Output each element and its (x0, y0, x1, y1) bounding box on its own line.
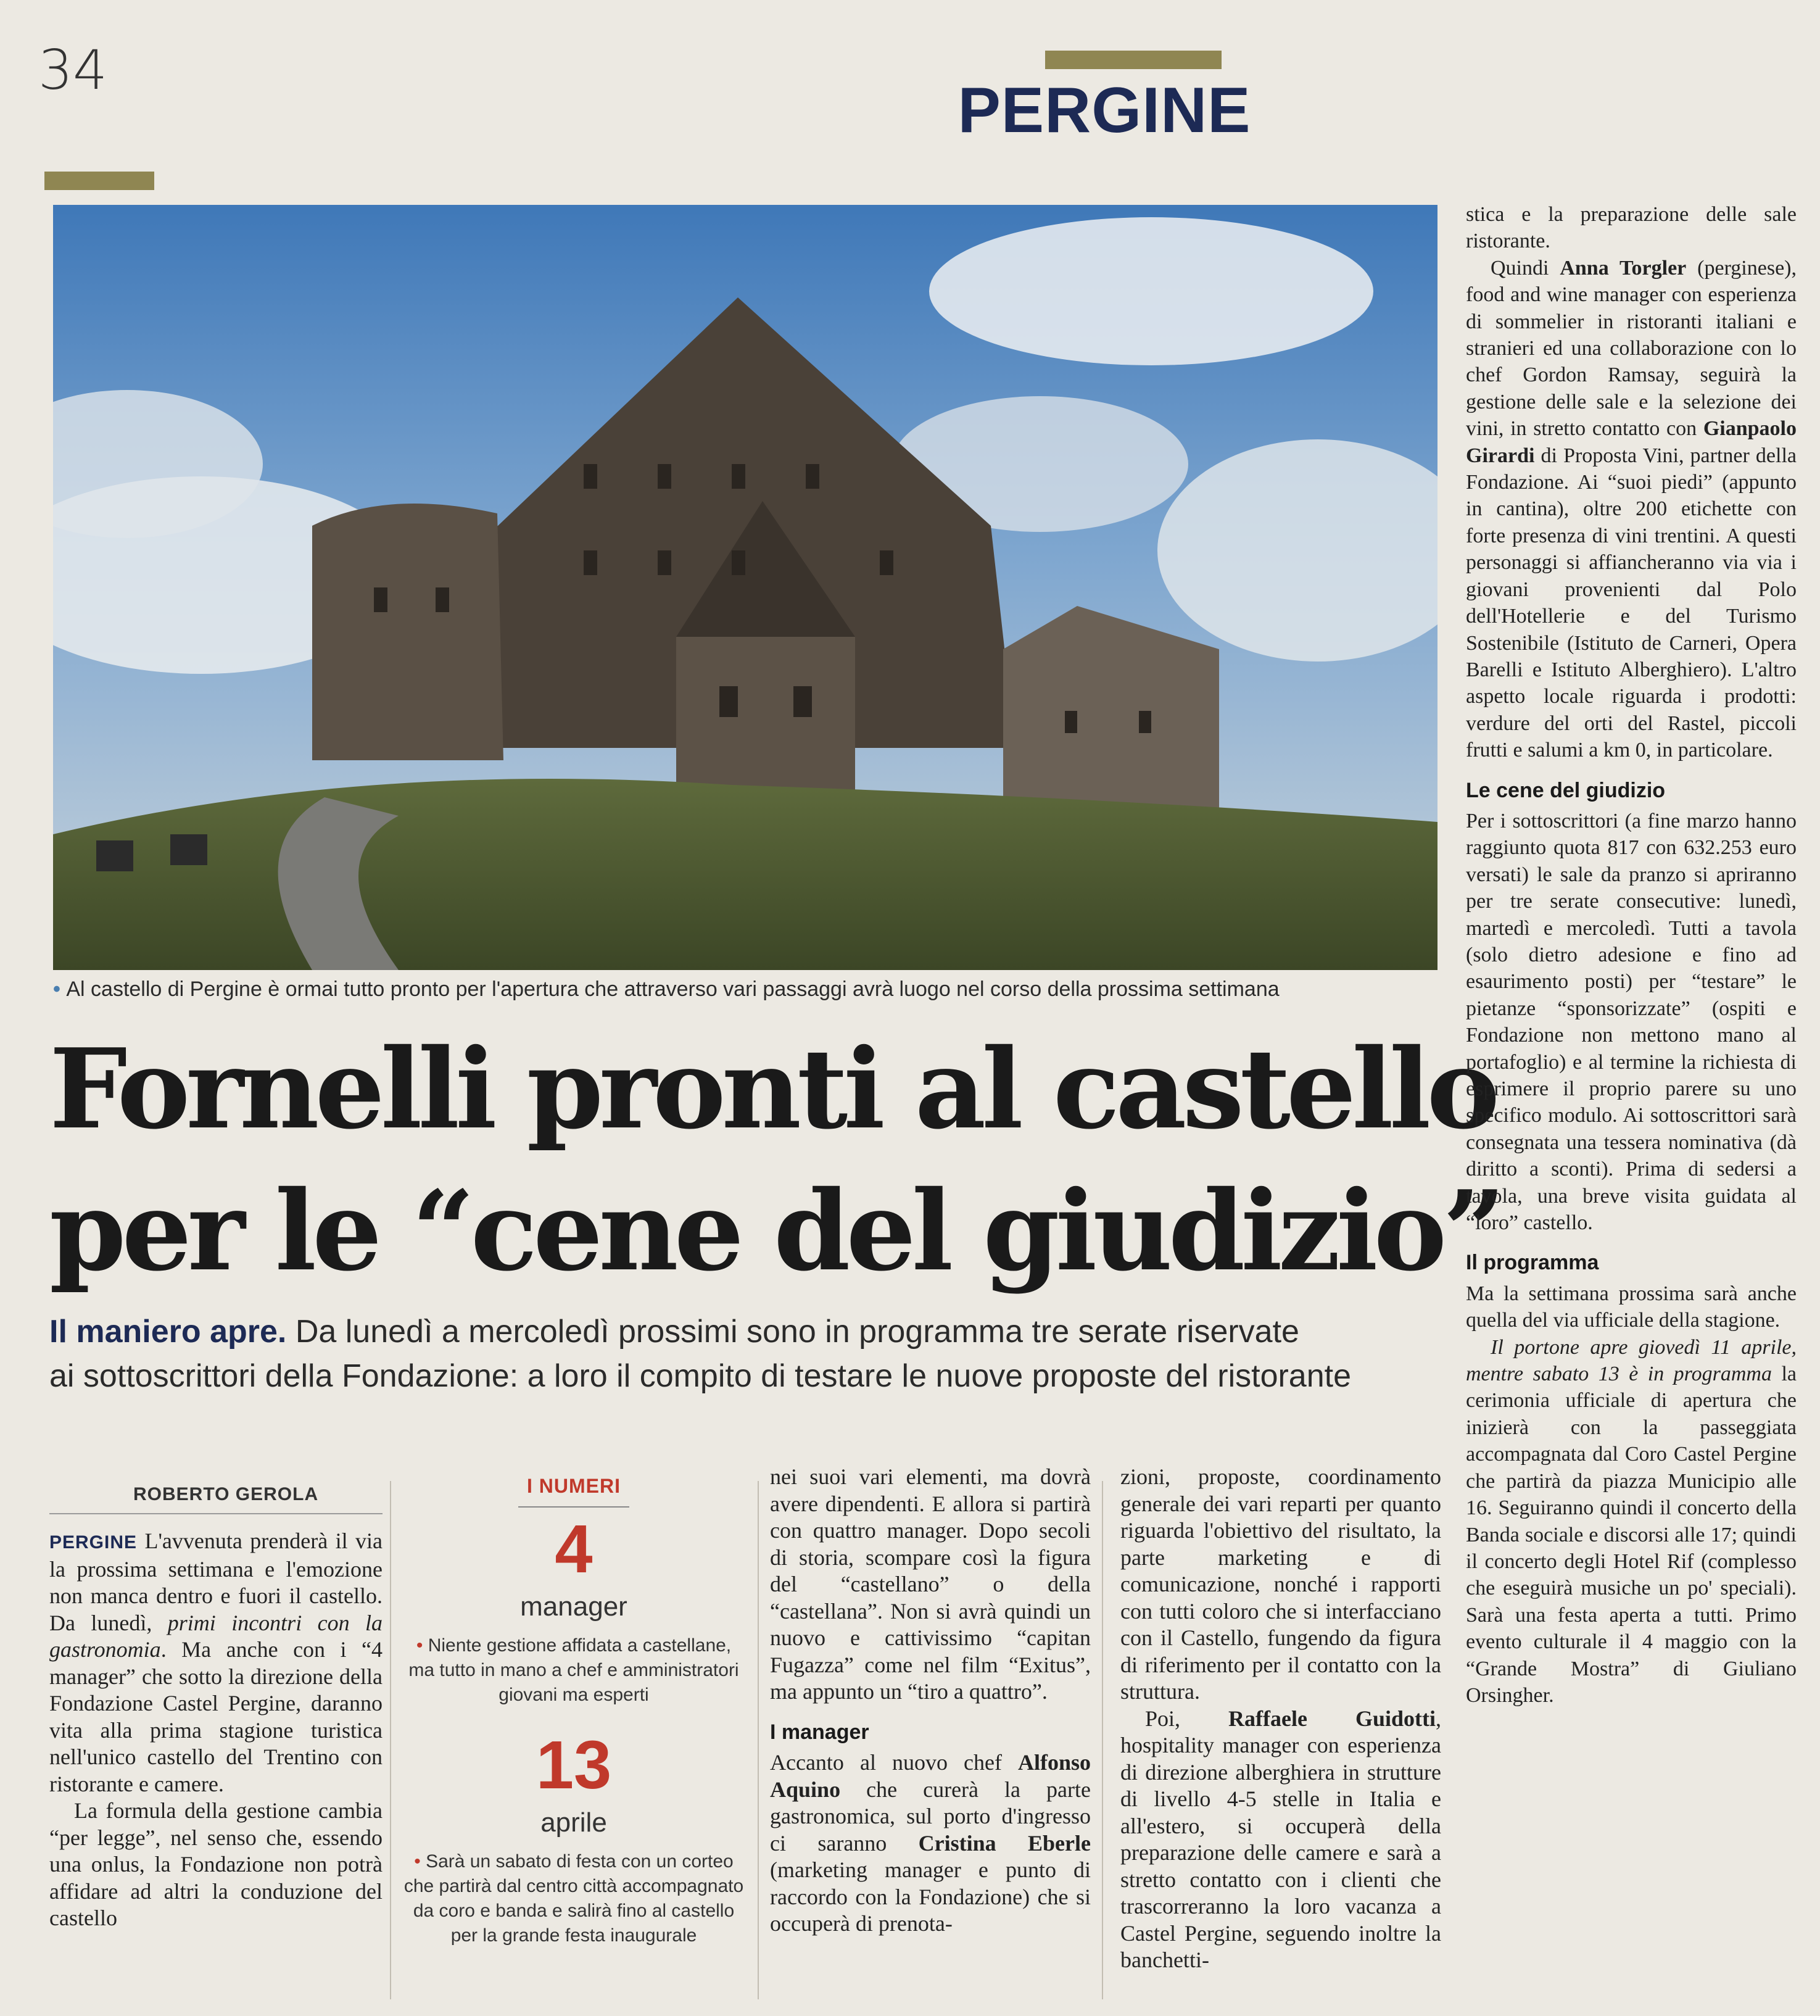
col4-subheading-1: Le cene del giudizio (1466, 778, 1666, 802)
bullet-icon: • (414, 1851, 426, 1872)
col2-text-2: che curerà la parte gastronomica, sul porto d'ingresso ci saranno (770, 1777, 1091, 1856)
col4-paragraph-4 (1466, 1334, 1797, 1709)
numbers-heading: I NUMERI (527, 1475, 621, 1497)
caption-text: Al castello di Pergine è ormai tutto pronto per l'apertura che attraverso vari passaggi avrà luogo nel corso della prossima settimana (66, 977, 1280, 1001)
subtitle (49, 1309, 1468, 1398)
col4-text: Quindi (1491, 256, 1560, 280)
byline-divider (49, 1513, 383, 1514)
col1-paragraph-1 (49, 1528, 383, 1798)
number-managers-desc (401, 1633, 747, 1707)
section-title: PERGINE (958, 75, 1251, 146)
col3-paragraph-1: zioni, proposte, coordinamento generale dei vari reparti per quanto riguarda l'obiettivo del risultato, la parte marketing e di comunicazione, nonché i rapporti con tutti coloro che si interfacciano con il Castello, fungendo da figura di riferimento per il contatto con la struttura. (1120, 1464, 1441, 1704)
col3-paragraph-2 (1120, 1706, 1441, 1974)
headline-line-1: Fornelli pronti al castello (49, 1024, 1496, 1153)
column-divider (390, 1481, 391, 1999)
photo-accent-bar (44, 172, 154, 190)
col1-italic: primi incontri con la gastronomia (49, 1610, 383, 1662)
byline: ROBERTO GEROLA (133, 1484, 319, 1504)
subtitle-text-2: ai sottoscrittori della Fondazione: a loro il compito di testare le nuove proposte del ristorante (49, 1358, 1352, 1394)
col2-text: Accanto al nuovo chef (770, 1750, 1018, 1775)
col4-subheading-2: Il programma (1466, 1251, 1599, 1275)
number-managers-unit: manager (520, 1591, 627, 1622)
article-column-4 (1466, 201, 1797, 1709)
number-april-text: Sarà un sabato di festa con un corteo che partirà dal centro città accompagnato da coro e banda e salirà fino al castello per la grande festa inaugurale (403, 1851, 744, 1946)
col4-paragraph-1 (1466, 255, 1797, 764)
numbers-divider (518, 1506, 629, 1508)
col3-name: Raffaele Guidotti (1228, 1706, 1436, 1731)
dateline: PERGINE (49, 1532, 138, 1553)
headline (49, 1018, 1502, 1302)
col4-name-1: Anna Torgler (1560, 256, 1687, 280)
col4-text-3: di Proposta Vini, partner della Fondazione. Ai “suoi piedi” (appunto in cantina), oltre 200 etichette con forte presenza di vini trentini. A questi personaggi si affiancheranno via via i giovani provenienti dal Polo dell'Hotellerie e del Turismo Sostenibile (Istituto de Carneri, Opera Barelli e Istituto Alberghiero). L'altro aspetto locale riguarda i prodotti: verdure del orti del Rastel, piccoli frutti e salumi a km 0, in particolare. (1466, 444, 1797, 762)
photo-caption (53, 977, 1437, 1002)
number-april-desc (401, 1849, 747, 1948)
col4-paragraph-3: Ma la settimana prossima sarà anche quella del via ufficiale della stagione. (1466, 1282, 1797, 1332)
number-april: 13 (536, 1727, 612, 1803)
col2-name-2: Cristina Eberle (918, 1830, 1091, 1856)
number-managers: 4 (555, 1511, 593, 1587)
article-column-1 (49, 1528, 383, 1932)
number-april-unit: aprile (540, 1807, 607, 1838)
col2-paragraph-1: nei suoi vari elementi, ma dovrà avere dipendenti. E allora si partirà con quattro manager. Dopo secoli di storia, scompare così la figura del “castellano” o della “castellana”. Non si avrà quindi un nuovo e cattivissimo “capitan Fugazza” come nel film “Exitus”, ma appunto un “tiro a quattro”. (770, 1464, 1091, 1704)
col2-name-1: Alfonso Aquino (770, 1750, 1091, 1802)
bullet-icon: • (416, 1635, 428, 1656)
col1-text: L'avvenuta prenderà il via la prossima settimana e l'emozione non manca dentro e fuori il castello. Da lunedì, (49, 1529, 383, 1635)
col4-italic: Il portone apre giovedì 11 aprile, mentre sabato 13 è in programma (1466, 1335, 1797, 1386)
subtitle-text-1: Da lunedì a mercoledì prossimi sono in programma tre serate riservate (295, 1314, 1299, 1350)
col2-paragraph-2 (770, 1749, 1091, 1938)
col4-paragraph-2: Per i sottoscrittori (a fine marzo hanno raggiunto quota 817 con 632.253 euro versati) le sale da pranzo si apriranno per tre serate consecutive: lunedì, martedì e mercoledì. Tutti a tavola (solo dietro adesione e fino ad esaurimento posti) per “testare” le pietanze “sponsorizzate” (ospiti e Fondazione non mettono mano al portafoglio) e al termine la richiesta di esprimere il proprio parere su uno specifico modulo. Ai sottoscrittori sarà consegnata una tessera nominativa (dà diritto a sconti). Prima di sedersi a tavola, una breve visita guidata al “loro” castello. (1466, 809, 1797, 1235)
headline-line-2: per le “cene del giudizio” (49, 1166, 1502, 1295)
column-divider (758, 1481, 759, 1999)
subtitle-lead: Il maniero apre. (49, 1314, 287, 1350)
col3-text: Poi, (1145, 1706, 1229, 1731)
col4-text-2: (perginese), food and wine manager con esperienza di sommelier in ristoranti italiani e stranieri ed una collaborazione con lo chef Gordon Ramsay, seguirà la gestione delle sale e la selezione dei vini, in stretto contatto con (1466, 256, 1797, 441)
number-managers-text: Niente gestione affidata a castellane, ma tutto in mano a chef e amministratori giovani ma esperti (408, 1635, 739, 1705)
col4-paragraph-0: stica e la preparazione delle sale ristorante. (1466, 203, 1797, 253)
col4-name-2: Gianpaolo Girardi (1466, 417, 1797, 467)
page-number: 34 (38, 38, 107, 102)
col3-text-2: , hospitality manager con esperienza di direzione alberghiera in strutture di livello 4-5 stelle in Italia e all'estero, si occuperà della preparazione delle camere e sarà a stretto contatto con i clienti che trascorreranno la loro vacanza a Castel Pergine, seguendo inoltre la banchetti- (1120, 1706, 1441, 1972)
col4-text-4: la cerimonia ufficiale di apertura che inizierà con la passeggiata accompagnata dal Coro Castel Pergine che partirà da piazza Municipio alle 16. Seguiranno quindi il concerto della Banda sociale e discorsi alle 17; quindi il concerto degli Hotel Rif (complesso che eseguirà musiche un po' speciali). Sarà una festa aperta a tutti. Primo evento culturale il 4 maggio con la “Grande Mostra” di Giuliano Orsingher. (1466, 1363, 1797, 1707)
col1-text-2: . Ma anche con i “4 manager” che sotto la direzione della Fondazione Castel Pergine, daranno vita alla prima stagione turistica nell'unico castello del Trentino con ristorante e camere. (49, 1637, 383, 1796)
col1-paragraph-2: La formula della gestione cambia “per legge”, nel senso che, essendo una onlus, la Fondazione non potrà affidare ad altri la conduzione del castello (49, 1798, 383, 1930)
article-column-3 (1120, 1464, 1441, 1974)
numbers-box (401, 1475, 747, 1948)
castle-photo (53, 205, 1437, 970)
col2-subheading: I manager (770, 1720, 869, 1744)
article-column-2 (770, 1464, 1091, 1938)
caption-bullet-icon: • (53, 977, 67, 1001)
col2-text-3: (marketing manager e punto di raccordo con la Fondazione) che si occuperà di prenota- (770, 1857, 1091, 1936)
column-divider (1102, 1481, 1103, 1999)
section-accent-bar (1045, 51, 1222, 69)
castle-illustration (53, 205, 1437, 970)
